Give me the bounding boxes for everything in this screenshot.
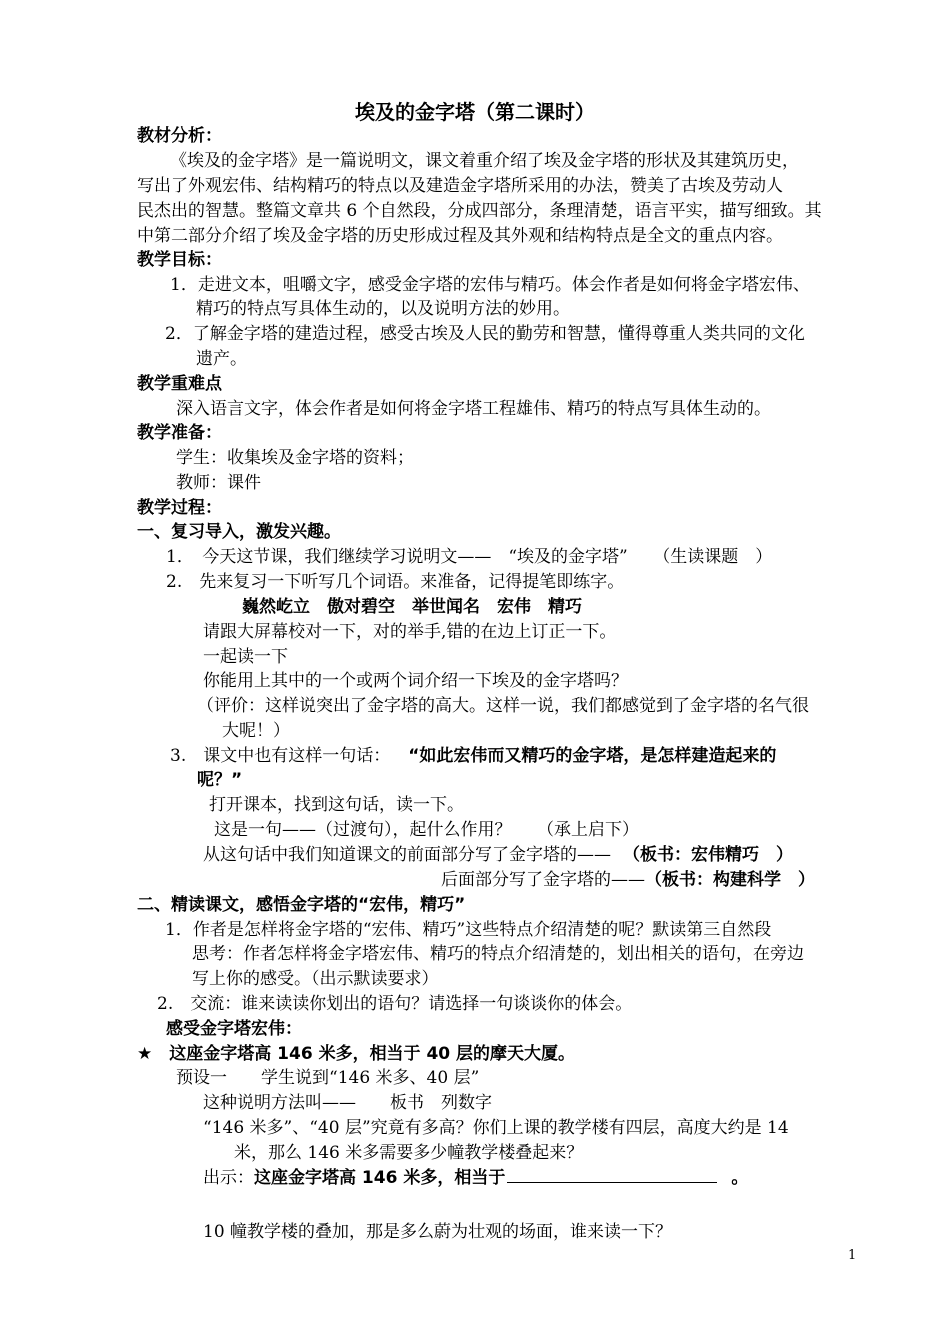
evaluation-cont: 大呢！） xyxy=(222,721,290,741)
goals-heading: 教学目标： xyxy=(137,250,222,270)
keypoints-text: 深入语言文字，体会作者是如何将金字塔工程雄伟、精巧的特点写具体生动的。 xyxy=(176,399,771,419)
part1-heading: 一、复习导入，激发兴趣。 xyxy=(137,522,341,542)
goal-item-1: 1．走进文本，咀嚼文字，感受金字塔的宏伟与精巧。体会作者是如何将金字塔宏伟、 xyxy=(170,275,810,295)
evaluation: （评价：这样说突出了金字塔的高大。这样一说，我们都感觉到了金字塔的名气很 xyxy=(197,696,809,716)
step-3-quote: “如此宏伟而又精巧的金字塔，是怎样建造起来的 xyxy=(408,746,777,766)
analysis-line: 《埃及的金字塔》是一篇说明文，课文着重介绍了埃及金字塔的形状及其建筑历史， xyxy=(170,151,799,171)
show-end: 。 xyxy=(731,1168,749,1188)
part2-item-1-cont: 思考：作者怎样将金字塔宏伟、精巧的特点介绍清楚的，划出相关的语句，在旁边 xyxy=(192,944,804,964)
height-question: “146 米多”、“40 层”究竟有多高？你们上课的教学楼有四层，高度大约是 14 xyxy=(203,1118,789,1138)
read-together: 一起读一下 xyxy=(203,647,288,667)
goal-item-2-cont: 遗产。 xyxy=(196,349,247,369)
preparation-student: 学生：收集埃及金字塔的资料； xyxy=(176,448,414,468)
analysis-heading: 教材分析： xyxy=(137,126,222,146)
method-text: 这种说明方法叫—— 板书 列数字 xyxy=(203,1093,492,1113)
process-heading: 教学过程： xyxy=(137,498,222,518)
stack-sentence: 10 幢教学楼的叠加，那是多么蔚为壮观的场面，谁来读一下？ xyxy=(203,1222,673,1242)
page-title: 埃及的金字塔（第二课时） xyxy=(355,100,595,124)
analysis-line: 写出了外观宏伟、结构精巧的特点以及建造金字塔所采用的办法，赞美了古埃及劳动人 xyxy=(137,176,783,196)
board-back: （板书：构建科学 ） xyxy=(645,870,815,890)
front-part-text: 从这句话中我们知道课文的前面部分写了金字塔的—— xyxy=(203,845,611,865)
analysis-line: 中第二部分介绍了埃及金字塔的历史形成过程及其外观和结构特点是全文的重点内容。 xyxy=(137,226,783,246)
part2-item-2: 2. 交流：谁来读读你划出的语句？请选择一句谈谈你的体会。 xyxy=(157,994,633,1014)
goal-item-1-cont: 精巧的特点写具体生动的，以及说明方法的妙用。 xyxy=(196,299,570,319)
dictation-words: 巍然屹立 傲对碧空 举世闻名 宏伟 精巧 xyxy=(242,597,582,617)
feel-heading: 感受金字塔宏伟： xyxy=(166,1019,302,1039)
preparation-teacher: 教师：课件 xyxy=(176,473,261,493)
part2-item-1-cont: 写上你的感受。（出示默读要求） xyxy=(192,969,439,989)
preset-one: 预设一 学生说到“146 米多、40 层” xyxy=(176,1068,480,1088)
step-3 xyxy=(170,744,776,768)
check-text: 请跟大屏幕校对一下，对的举手,错的在边上订正一下。 xyxy=(203,622,617,642)
show-prefix: 出示： xyxy=(203,1168,254,1188)
show-text: 这座金字塔高 146 米多，相当于 xyxy=(254,1168,506,1188)
keypoints-heading: 教学重难点 xyxy=(137,374,222,394)
back-part-text: 后面部分写了金字塔的—— xyxy=(441,870,645,890)
height-question-cont: 米，那么 146 米多需要多少幢教学楼叠起来？ xyxy=(234,1143,584,1163)
analysis-line: 民杰出的智慧。整篇文章共 6 个自然段，分成四部分，条理清楚，语言平实，描写细致。其 xyxy=(137,201,822,221)
open-book: 打开课本，找到这句话，读一下。 xyxy=(209,795,464,815)
step-3-quote-cont: 呢？” xyxy=(197,770,243,790)
fill-blank xyxy=(507,1166,717,1183)
back-part xyxy=(441,868,815,892)
goal-item-2: 2．了解金字塔的建造过程，感受古埃及人民的勤劳和智慧，懂得尊重人类共同的文化 xyxy=(165,324,805,344)
star-sentence: ★ 这座金字塔高 146 米多，相当于 40 层的摩天大厦。 xyxy=(137,1044,576,1064)
step-1: 1． 今天这节课，我们继续学习说明文—— “埃及的金字塔” （生读课题 ） xyxy=(166,547,773,567)
board-front: （板书：宏伟精巧 ） xyxy=(623,845,793,865)
transition-question: 这是一句——（过渡句），起什么作用？ （承上启下） xyxy=(214,820,639,840)
ask-text: 你能用上其中的一个或两个词介绍一下埃及的金字塔吗？ xyxy=(203,671,628,691)
show-sentence xyxy=(203,1166,748,1190)
step-2: 2. 先来复习一下听写几个词语。来准备，记得提笔即练字。 xyxy=(166,572,625,592)
part2-heading: 二、精读课文，感悟金字塔的“宏伟，精巧” xyxy=(137,895,466,915)
step-3-prefix: 3. 课文中也有这样一句话： xyxy=(170,746,391,766)
part2-item-1: 1．作者是怎样将金字塔的“宏伟、精巧”这些特点介绍清楚的呢？默读第三自然段 xyxy=(165,920,772,940)
page-number: 1 xyxy=(848,1248,857,1263)
front-part xyxy=(203,843,793,867)
preparation-heading: 教学准备： xyxy=(137,423,222,443)
